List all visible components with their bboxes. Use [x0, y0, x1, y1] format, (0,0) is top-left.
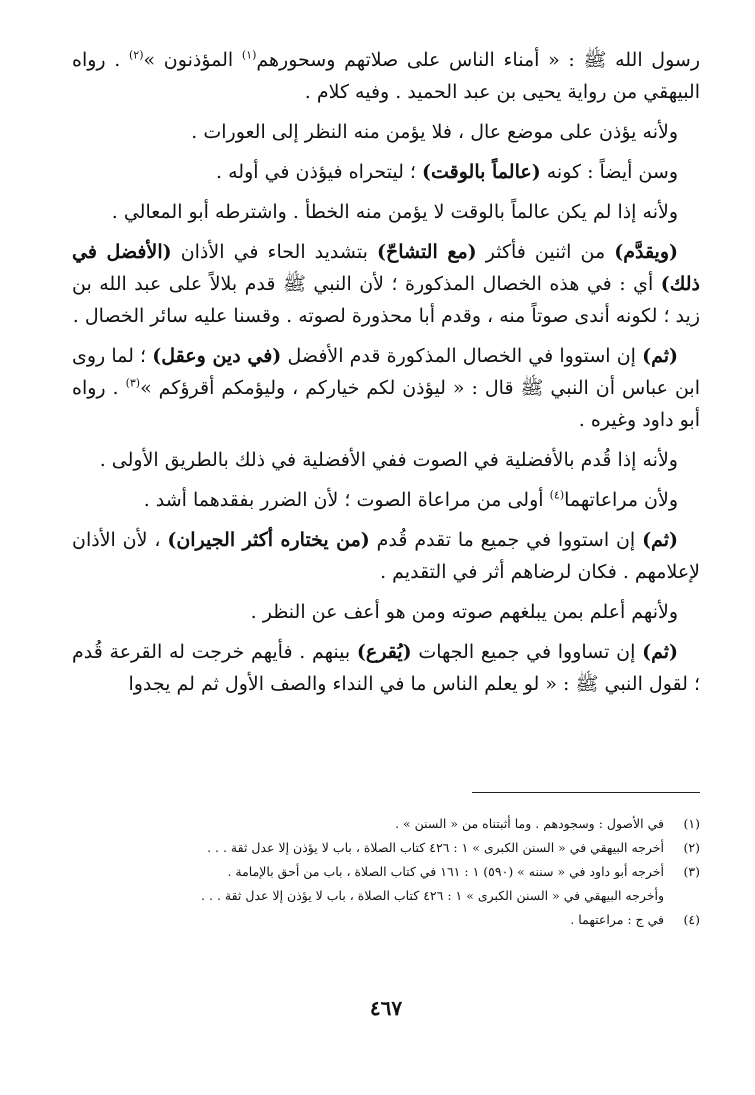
paragraph	[72, 484, 700, 516]
footnote	[72, 908, 700, 932]
matn-text: (عالماً بالوقت)	[421, 161, 541, 183]
footnote	[72, 860, 700, 884]
paragraph	[72, 596, 700, 628]
footnote-marker: (٤)	[549, 488, 565, 502]
commentary-text: ولأنهم أعلم بمن يبلغهم صوته ومن هو أعف عن النظر .	[250, 601, 678, 623]
commentary-text: ولأنه إذا قُدم بالأفضلية في الصوت ففي الأفضلية في ذلك بالطريق الأولى .	[99, 449, 678, 471]
paragraph	[72, 524, 700, 588]
paragraph	[72, 44, 700, 108]
footnote-number: (٤)	[683, 912, 700, 927]
commentary-text: إن تساووا في جميع الجهات	[411, 641, 643, 663]
commentary-text: بتشديد الحاء في الأذان	[171, 241, 377, 263]
matn-text: (في دين وعقل)	[152, 345, 282, 367]
footnote-marker: (١)	[241, 48, 257, 62]
commentary-text: ولأنه يؤذن على موضع عال ، فلا يؤمن منه النظر إلى العورات .	[191, 121, 678, 143]
commentary-text: إن استووا في جميع ما تقدم قُدم	[369, 529, 643, 551]
commentary-text: وسن أيضاً : كونه	[540, 161, 678, 183]
commentary-text: أولى من مراعاة الصوت ؛ لأن الضرر بفقدهما أشد .	[143, 489, 550, 511]
commentary-text: أي : في هذه الخصال المذكورة ؛ لأن النبي ﷺ قدم بلالاً على عبد الله بن زيد ؛ لكونه أندى صوتاً منه ، وقدم أبا محذورة لصوته . وقسنا عليه سائر الخصال .	[72, 273, 700, 327]
commentary-text: ؛ لما روى ابن عباس أن النبي ﷺ قال : « ليؤذن لكم خياركم ، وليؤمكم أقرؤكم »	[72, 345, 700, 399]
footnote-text: في ج : مراعتهما .	[570, 912, 664, 927]
matn-text: (ثم)	[642, 529, 678, 551]
commentary-text: . رواه أبو داود وغيره .	[72, 377, 700, 431]
commentary-text: ؛ ليتحراه فيؤذن في أوله .	[216, 161, 422, 183]
matn-text: (ثم)	[642, 641, 678, 663]
paragraph	[72, 156, 700, 188]
footnote-text: أخرجه البيهقي في « السنن الكبرى » ١ : ٤٢٦ كتاب الصلاة ، باب لا يؤذن إلا عدل ثقة . . .	[207, 840, 664, 855]
commentary-text: . رواه البيهقي من رواية يحيى بن عبد الحميد . وفيه كلام .	[72, 49, 700, 103]
footnote-marker: (٢)	[128, 48, 144, 62]
footnote-text: أخرجه أبو داود في « سننه » (٥٩٠) ١ : ١٦١ في كتاب الصلاة ، باب من أحق بالإمامة .	[227, 864, 664, 879]
commentary-text: إن استووا في الخصال المذكورة قدم الأفضل	[281, 345, 643, 367]
page-number: ٤٦٧	[369, 996, 403, 1020]
paragraph	[72, 340, 700, 436]
commentary-text: من اثنين فأكثر	[476, 241, 615, 263]
main-text	[72, 44, 700, 700]
matn-text: (مع التشاحّ)	[376, 241, 477, 263]
footnote-number: (١)	[683, 816, 700, 831]
footnote-text: وأخرجه البيهقي في « السنن الكبرى » ١ : ٤٢٦ كتاب الصلاة ، باب لا يؤذن إلا عدل ثقة . . .	[201, 888, 664, 903]
commentary-text: بينهم . فأيهم خرجت له القرعة قُدم ؛ لقول النبي ﷺ : « لو يعلم الناس ما في النداء والصف الأول ثم لم يجدوا	[72, 641, 700, 695]
commentary-text: رسول الله ﷺ : « أمناء الناس على صلاتهم وسحورهم	[256, 49, 701, 71]
footnotes	[72, 812, 700, 932]
paragraph	[72, 636, 700, 700]
commentary-text: ولأنه إذا لم يكن عالماً بالوقت لا يؤمن منه الخطأ . واشترطه أبو المعالي .	[111, 201, 678, 223]
footnote	[72, 812, 700, 836]
paragraph	[72, 196, 700, 228]
paragraph	[72, 236, 700, 332]
book-page	[72, 44, 701, 1020]
paragraph	[72, 444, 700, 476]
matn-text: (ثم)	[642, 345, 678, 367]
footnote-divider	[472, 792, 700, 793]
footnote-marker: (٣)	[125, 376, 141, 390]
footnote-text: في الأصول : وسجودهم . وما أثبتناه من « السنن » .	[395, 816, 664, 831]
footnote	[72, 836, 700, 860]
footnote-number: (٣)	[683, 864, 700, 879]
footnote-number: (٢)	[683, 840, 700, 855]
matn-text: (من يختاره أكثر الجيران)	[167, 529, 370, 551]
commentary-text: ، لأن الأذان لإعلامهم . فكان لرضاهم أثر في التقديم .	[72, 529, 700, 583]
commentary-text: المؤذنون »	[143, 49, 242, 71]
footnote	[72, 884, 700, 908]
commentary-text: ولأن مراعاتهما	[564, 489, 678, 511]
matn-text: (ويقدَّم)	[614, 241, 679, 263]
matn-text: (يُقرع)	[356, 641, 412, 663]
matn-text: (الأفضل في ذلك)	[72, 241, 700, 295]
footnote-number	[664, 884, 700, 908]
paragraph	[72, 116, 700, 148]
